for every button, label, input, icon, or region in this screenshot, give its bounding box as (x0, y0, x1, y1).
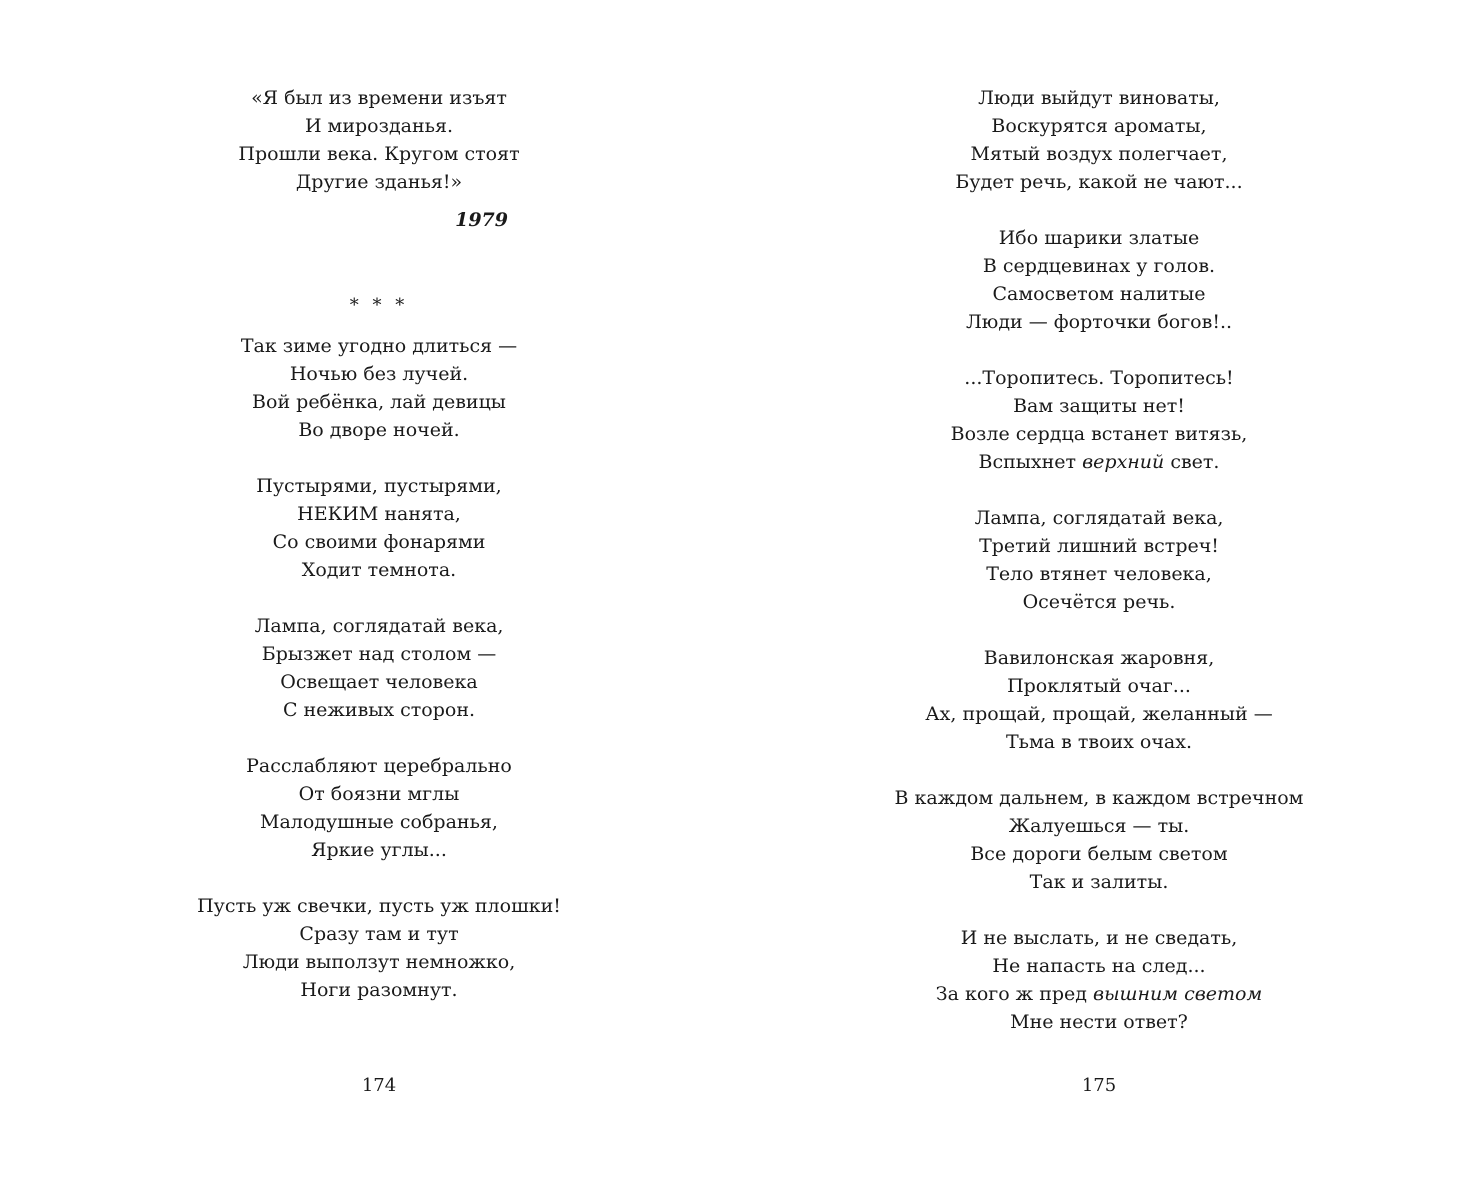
verse-line: В сердцевинах у голов. (982, 255, 1216, 277)
verse-line: Люди выйдут виноваты, (978, 87, 1220, 109)
left-text-column (150, 84, 608, 1004)
verse-line: Тело втянет человека, (986, 563, 1212, 585)
verse-line: Третий лишний встреч! (979, 535, 1219, 557)
verse-line: Сразу там и тут (299, 923, 459, 945)
verse-line: Самосветом налитые (992, 283, 1206, 305)
verse-line: Ибо шарики златые (998, 227, 1200, 249)
verse-line: Проклятый очаг... (1007, 675, 1191, 697)
verse-line: Не напасть на след... (992, 955, 1206, 977)
verse-line: Так зиме угодно длиться — (240, 335, 518, 357)
verse-line: Лампа, соглядатай века, (974, 507, 1224, 529)
verse-line: От боязни мглы (298, 783, 460, 805)
left-page (0, 0, 738, 1182)
verse-line: За кого ж пред вышним светом (935, 983, 1263, 1005)
stanza (870, 224, 1328, 336)
verse-line: «Я был из времени изъят (251, 87, 507, 109)
verse-line: Люди — форточки богов!.. (965, 311, 1233, 333)
verse-line: Возле сердца встанет витязь, (950, 423, 1248, 445)
verse-line: Ночью без лучей. (289, 363, 469, 385)
stanza (150, 332, 608, 444)
verse-line: Прошли века. Кругом стоят (238, 143, 520, 165)
stanza (150, 612, 608, 724)
verse-line: Вспыхнет верхний свет. (978, 451, 1220, 473)
verse-line: Вам защиты нет! (1013, 395, 1185, 417)
verse-line: Осечётся речь. (1022, 591, 1176, 613)
verse-line: И мирозданья. (304, 115, 454, 137)
verse-line: ...Торопитесь. Торопитесь! (964, 367, 1234, 389)
verse-line: Будет речь, какой не чают... (955, 171, 1243, 193)
verse-line: Воскурятся ароматы, (991, 115, 1207, 137)
verse-line: Ах, прощай, прощай, желанный — (925, 703, 1273, 725)
verse-line: Брызжет над столом — (261, 643, 497, 665)
verse-line: Яркие углы... (311, 839, 447, 861)
verse-line: Освещает человека (280, 671, 478, 693)
verse-line: НЕКИМ нанята, (297, 503, 461, 525)
stanza (150, 892, 608, 1004)
stanza (870, 784, 1328, 896)
verse-line: Пустырями, пустырями, (256, 475, 502, 497)
poem-untitled (150, 332, 608, 1004)
poem-ending (150, 84, 608, 196)
verse-line: Жалуешься — ты. (1008, 815, 1190, 837)
page-number-left: 174 (361, 1075, 397, 1096)
verse-line: Все дороги белым светом (970, 843, 1228, 865)
verse-line: Мятый воздух полегчает, (970, 143, 1228, 165)
stanza (870, 504, 1328, 616)
verse-line: Лампа, соглядатай века, (254, 615, 504, 637)
stanza (150, 472, 608, 584)
verse-line: Другие зданья!» (295, 171, 463, 193)
verse-line: Расслабляют церебрально (246, 755, 512, 777)
poem-separator: * * * (349, 295, 409, 316)
page-number-right: 175 (1081, 1075, 1117, 1096)
verse-line: Мне нести ответ? (1010, 1011, 1188, 1033)
verse-line: Люди выползут немножко, (242, 951, 516, 973)
verse-line: Так и залиты. (1029, 871, 1169, 893)
right-page (739, 0, 1477, 1182)
stanza (150, 752, 608, 864)
verse-line: Вой ребёнка, лай девицы (252, 391, 506, 413)
poem-continuation (870, 84, 1328, 1036)
verse-line: Во дворе ночей. (298, 419, 460, 441)
poem-date: 1979 (455, 209, 508, 231)
verse-line: В каждом дальнем, в каждом встречном (894, 787, 1304, 809)
stanza (870, 84, 1328, 196)
stanza (870, 364, 1328, 476)
verse-line: Тьма в твоих очах. (1005, 731, 1193, 753)
verse-line: С неживых сторон. (282, 699, 476, 721)
stanza (150, 84, 608, 196)
verse-line: Малодушные собранья, (260, 811, 498, 833)
stanza (870, 924, 1328, 1036)
verse-line: Вавилонская жаровня, (983, 647, 1215, 669)
verse-line: И не выслать, и не сведать, (960, 927, 1238, 949)
right-text-column (870, 84, 1328, 1036)
verse-line: Со своими фонарями (272, 531, 486, 553)
verse-line: Пусть уж свечки, пусть уж плошки! (197, 895, 561, 917)
stanza (870, 644, 1328, 756)
verse-line: Ходит темнота. (301, 559, 457, 581)
verse-line: Ноги разомнут. (300, 979, 458, 1001)
